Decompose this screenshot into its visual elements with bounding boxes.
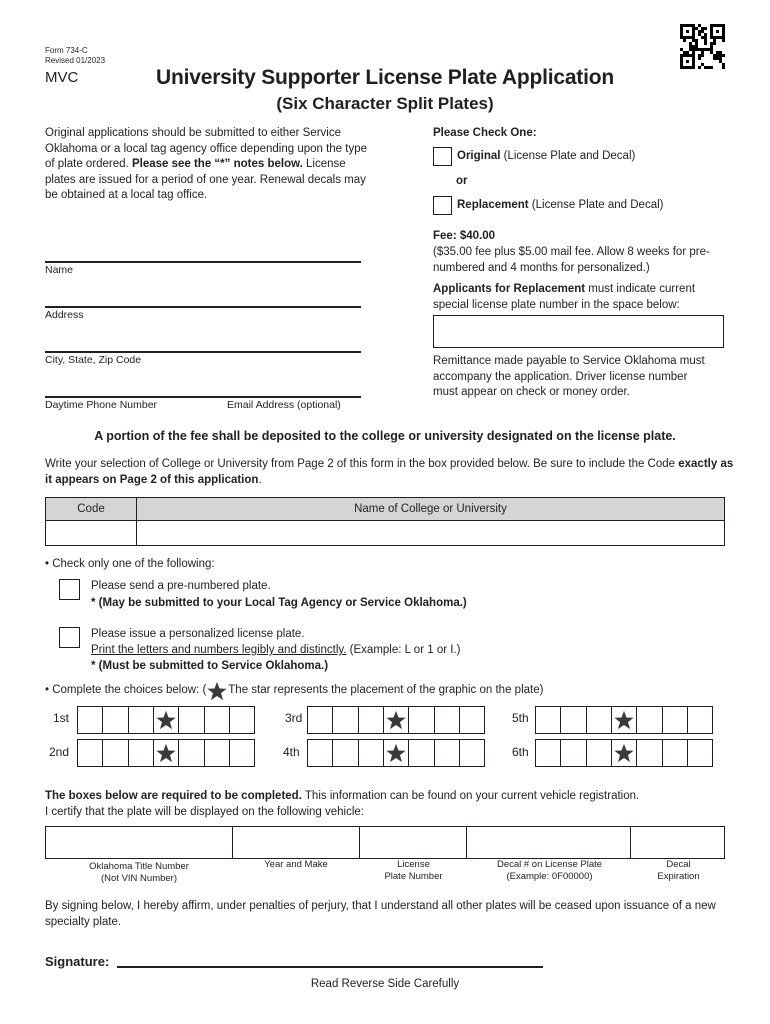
- plate-character-cell[interactable]: [307, 739, 334, 767]
- vehicle-required-text: This information can be found on your current vehicle registration.: [301, 790, 640, 802]
- personalized-label: Please issue a personalized license plate.: [91, 628, 305, 640]
- year-make-input[interactable]: [232, 826, 360, 859]
- choice-1-label: 1st: [53, 711, 70, 725]
- license-plate-label: [359, 859, 468, 883]
- plate-character-cell[interactable]: [178, 706, 205, 734]
- intro-text-end: License plates are issued for a period of one year. Renewal decals may be obtained at a local tag office.: [45, 158, 366, 201]
- choices-text-end: The star represents the placement of the graphic on the plate): [228, 684, 544, 697]
- plate-character-cell[interactable]: [128, 739, 155, 767]
- check-one-heading: Please Check One:: [433, 127, 537, 139]
- vehicle-certify: I certify that the plate will be displayed on the following vehicle:: [45, 806, 364, 818]
- plate-character-cell[interactable]: [358, 706, 385, 734]
- plate-character-cell[interactable]: [586, 706, 613, 734]
- plate-type-instruction: • Check only one of the following:: [45, 558, 215, 570]
- personalized-note: * (Must be submitted to Service Oklahoma.): [91, 660, 329, 672]
- choices-instruction: [45, 681, 543, 701]
- fee-details: ($35.00 fee plus $5.00 mail fee. Allow 8 weeks for pre-numbered and 4 months for personalized.): [433, 246, 710, 274]
- selection-instructions: [45, 457, 735, 488]
- choice-4-plate[interactable]: [307, 739, 484, 767]
- prenumbered-note: * (May be submitted to your Local Tag Agency or Service Oklahoma.): [91, 597, 467, 609]
- form-subtitle: (Six Character Split Plates): [276, 94, 494, 113]
- decal-number-label: [467, 859, 632, 883]
- original-checkbox[interactable]: [433, 147, 452, 166]
- plate-character-cell[interactable]: [662, 739, 689, 767]
- plate-character-cell[interactable]: [408, 706, 435, 734]
- selection-bold: exactly as it appears on Page 2 of this application: [45, 458, 734, 486]
- title-number-label-line1: Oklahoma Title Number: [89, 861, 189, 872]
- affirmation-text: By signing below, I hereby affirm, under penalties of perjury, that I understand all other plates will be ceased upon issuance of a new specialty plate.: [45, 900, 716, 928]
- plate-character-cell[interactable]: [358, 739, 385, 767]
- address-label: Address: [45, 309, 84, 321]
- star-icon: [156, 743, 176, 763]
- choice-2-label: 2nd: [49, 745, 70, 759]
- replacement-option: [457, 198, 663, 214]
- star-graphic-cell: [611, 739, 638, 767]
- plate-character-cell[interactable]: [535, 706, 562, 734]
- plate-character-cell[interactable]: [332, 706, 359, 734]
- form-title: University Supporter License Plate Application: [156, 66, 614, 89]
- plate-character-cell[interactable]: [560, 706, 587, 734]
- plate-character-cell[interactable]: [560, 739, 587, 767]
- replacement-note-text: must indicate current special license plate number in the space below:: [433, 283, 696, 311]
- title-number-label: [45, 861, 233, 885]
- decal-number-input[interactable]: [466, 826, 631, 859]
- email-label: Email Address (optional): [227, 399, 341, 411]
- intro-text: Original applications should be submitted to either Service Oklahoma or a local tag agency office depending upon the type of plate ordered.: [45, 127, 368, 170]
- or-text: or: [456, 175, 468, 187]
- plate-character-cell[interactable]: [229, 739, 256, 767]
- replacement-checkbox[interactable]: [433, 196, 452, 215]
- plate-character-cell[interactable]: [662, 706, 689, 734]
- plate-character-cell[interactable]: [636, 706, 663, 734]
- city-state-zip-label: City, State, Zip Code: [45, 354, 142, 366]
- choice-3-plate[interactable]: [307, 706, 484, 734]
- decal-expiration-label: [631, 859, 726, 883]
- revised-date: Revised 01/2023: [45, 56, 106, 65]
- vehicle-required-note: [45, 789, 735, 805]
- plate-character-cell[interactable]: [204, 706, 231, 734]
- original-label: Original: [457, 150, 501, 162]
- footer-note: Read Reverse Side Carefully: [310, 978, 460, 990]
- vehicle-info-boxes: [45, 826, 724, 859]
- plate-character-cell[interactable]: [307, 706, 334, 734]
- choices-text: • Complete the choices below: (: [45, 684, 207, 697]
- vehicle-required-bold: The boxes below are required to be completed.: [45, 790, 302, 802]
- name-line[interactable]: [45, 261, 361, 263]
- choice-5-plate[interactable]: [535, 706, 712, 734]
- star-graphic-cell: [153, 739, 180, 767]
- plate-character-cell[interactable]: [102, 739, 129, 767]
- license-plate-label-line1: License: [397, 859, 430, 870]
- decal-expiration-label-line1: Decal: [666, 859, 691, 870]
- star-graphic-cell: [153, 706, 180, 734]
- signature-label: Signature:: [45, 954, 110, 969]
- plate-character-cell[interactable]: [128, 706, 155, 734]
- year-make-label: Year and Make: [264, 859, 328, 870]
- plate-character-cell[interactable]: [434, 706, 461, 734]
- choice-1-plate[interactable]: [77, 706, 254, 734]
- replacement-label: Replacement: [457, 199, 529, 211]
- plate-character-cell[interactable]: [77, 706, 104, 734]
- choice-2-plate[interactable]: [77, 739, 254, 767]
- license-plate-label-line2: Plate Number: [384, 871, 443, 882]
- personalized-instructions: [91, 643, 460, 659]
- star-icon: [614, 743, 634, 763]
- signature-line[interactable]: [117, 966, 543, 968]
- choice-5-label: 5th: [512, 711, 529, 725]
- plate-character-cell[interactable]: [459, 739, 486, 767]
- city-state-zip-line[interactable]: [45, 351, 361, 353]
- replacement-note-bold: Applicants for Replacement: [433, 283, 586, 295]
- plate-character-cell[interactable]: [687, 706, 714, 734]
- title-number-label-line2: (Not VIN Number): [100, 873, 177, 884]
- personalized-checkbox[interactable]: [59, 627, 80, 648]
- plate-character-cell[interactable]: [332, 739, 359, 767]
- table-row: [46, 521, 725, 546]
- choice-3-label: 3rd: [285, 711, 303, 725]
- plate-character-cell[interactable]: [434, 739, 461, 767]
- prenumbered-label: Please send a pre-numbered plate.: [91, 580, 271, 592]
- college-name-header: Name of College or University: [137, 498, 725, 521]
- college-code-table: [45, 497, 725, 546]
- star-icon: [614, 710, 634, 730]
- address-line[interactable]: [45, 306, 361, 308]
- replacement-desc: (License Plate and Decal): [528, 199, 664, 211]
- star-icon: [386, 743, 406, 763]
- personalized-print-note: Print the letters and numbers legibly and distinctly.: [91, 644, 347, 656]
- remittance-note: Remittance made payable to Service Oklahoma must accompany the application. Driver license number must appear on check or money order.: [433, 355, 705, 398]
- original-desc: (License Plate and Decal): [500, 150, 636, 162]
- star-icon: [207, 681, 227, 701]
- star-icon: [156, 710, 176, 730]
- plate-character-cell[interactable]: [586, 739, 613, 767]
- license-plate-number-input[interactable]: [359, 826, 468, 859]
- form-number: Form 734-C: [45, 46, 88, 55]
- qr-code-icon: [680, 24, 725, 69]
- star-graphic-cell: [383, 706, 410, 734]
- name-label: Name: [45, 264, 74, 276]
- plate-character-cell[interactable]: [178, 739, 205, 767]
- intro-note-bold: Please see the “*” notes below.: [131, 158, 303, 170]
- replacement-plate-input[interactable]: [433, 315, 724, 348]
- plate-character-cell[interactable]: [77, 739, 104, 767]
- star-graphic-cell: [383, 739, 410, 767]
- star-graphic-cell: [611, 706, 638, 734]
- choice-6-plate[interactable]: [535, 739, 712, 767]
- agency-code: MVC: [45, 69, 79, 86]
- code-input[interactable]: [46, 521, 137, 546]
- personalized-example: (Example: L or 1 or I.): [346, 644, 461, 656]
- plate-character-cell[interactable]: [204, 739, 231, 767]
- decal-expiration-label-line2: Expiration: [657, 871, 700, 882]
- plate-character-cell[interactable]: [459, 706, 486, 734]
- college-name-input[interactable]: [137, 521, 725, 546]
- choice-4-label: 4th: [283, 745, 300, 759]
- choice-6-label: 6th: [512, 745, 529, 759]
- decal-expiration-input[interactable]: [630, 826, 725, 859]
- plate-character-cell[interactable]: [636, 739, 663, 767]
- fee-heading: Fee: $40.00: [433, 230, 496, 242]
- phone-email-line[interactable]: [45, 396, 361, 398]
- plate-character-cell[interactable]: [535, 739, 562, 767]
- code-header: Code: [46, 498, 137, 521]
- plate-character-cell[interactable]: [408, 739, 435, 767]
- replacement-note: [433, 282, 728, 313]
- selection-end: .: [258, 473, 262, 486]
- plate-character-cell[interactable]: [102, 706, 129, 734]
- decal-number-label-line1: Decal # on License Plate: [496, 859, 603, 870]
- prenumbered-checkbox[interactable]: [59, 579, 80, 600]
- star-icon: [386, 710, 406, 730]
- table-header-row: [46, 498, 725, 521]
- plate-character-cell[interactable]: [229, 706, 256, 734]
- decal-number-label-line2: (Example: 0F00000): [506, 871, 593, 882]
- intro-paragraph: [45, 126, 367, 204]
- selection-text: Write your selection of College or University from Page 2 of this form in the box provided below. Be sure to include the Code: [45, 458, 679, 470]
- plate-character-cell[interactable]: [687, 739, 714, 767]
- phone-label: Daytime Phone Number: [45, 399, 158, 411]
- title-number-input[interactable]: [45, 826, 233, 859]
- original-option: [457, 149, 635, 165]
- portion-notice: A portion of the fee shall be deposited to the college or university designated on the license plate.: [94, 429, 676, 443]
